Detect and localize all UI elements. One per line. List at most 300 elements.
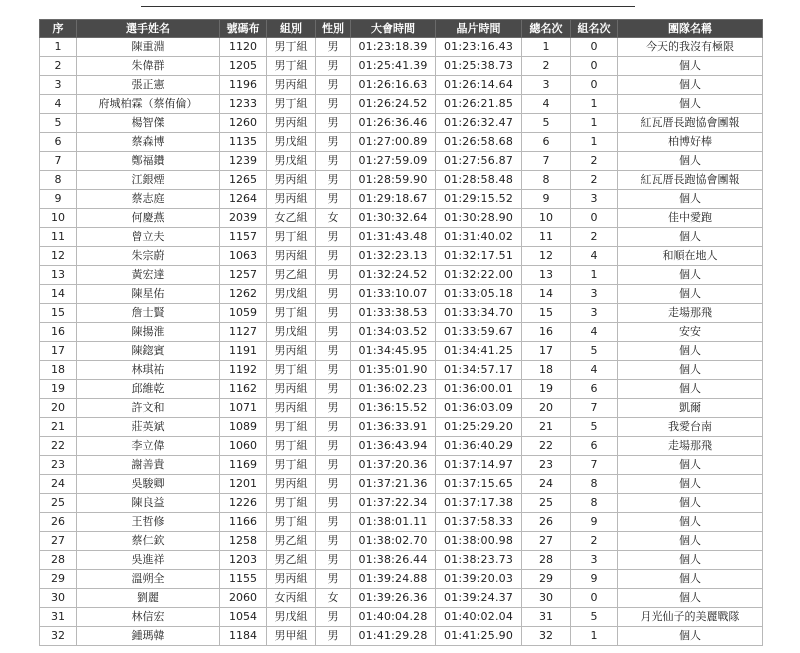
cell-overall-place: 15 (522, 304, 571, 323)
cell-group: 男丁組 (267, 95, 316, 114)
cell-group: 男戊組 (267, 608, 316, 627)
cell-group-place: 3 (571, 285, 618, 304)
table-row (40, 456, 763, 475)
cell-group-place: 2 (571, 228, 618, 247)
cell-rank: 8 (40, 171, 77, 190)
cell-group-place: 3 (571, 551, 618, 570)
results-table (39, 19, 763, 646)
cell-gun-time: 01:31:43.48 (351, 228, 436, 247)
cell-group-place: 9 (571, 570, 618, 589)
cell-bib: 2039 (220, 209, 267, 228)
cell-name: 陳鍃賓 (77, 342, 220, 361)
cell-name: 鄭福鑽 (77, 152, 220, 171)
cell-group-place: 2 (571, 532, 618, 551)
cell-rank: 11 (40, 228, 77, 247)
cell-team: 柏博好棒 (618, 133, 763, 152)
cell-group: 男丙組 (267, 114, 316, 133)
cell-overall-place: 7 (522, 152, 571, 171)
cell-bib: 1226 (220, 494, 267, 513)
cell-gun-time: 01:36:15.52 (351, 399, 436, 418)
cell-chip-time: 01:37:14.97 (436, 456, 522, 475)
cell-overall-place: 17 (522, 342, 571, 361)
cell-team: 個人 (618, 95, 763, 114)
table-row (40, 247, 763, 266)
table-row (40, 418, 763, 437)
table-row (40, 513, 763, 532)
cell-group-place: 0 (571, 209, 618, 228)
table-row (40, 133, 763, 152)
cell-rank: 2 (40, 57, 77, 76)
title-underline (141, 6, 635, 7)
cell-chip-time: 01:25:29.20 (436, 418, 522, 437)
cell-name: 劉麗 (77, 589, 220, 608)
cell-bib: 2060 (220, 589, 267, 608)
col-header-overall-place[interactable]: 總名次 (522, 20, 571, 38)
cell-gun-time: 01:26:24.52 (351, 95, 436, 114)
table-row (40, 95, 763, 114)
cell-bib: 1192 (220, 361, 267, 380)
cell-chip-time: 01:33:59.67 (436, 323, 522, 342)
cell-group-place: 4 (571, 361, 618, 380)
cell-name: 溫朔全 (77, 570, 220, 589)
cell-team: 個人 (618, 361, 763, 380)
cell-name: 陳揚淮 (77, 323, 220, 342)
cell-rank: 25 (40, 494, 77, 513)
cell-chip-time: 01:32:17.51 (436, 247, 522, 266)
cell-team: 個人 (618, 342, 763, 361)
cell-name: 陳重淵 (77, 38, 220, 57)
cell-chip-time: 01:39:20.03 (436, 570, 522, 589)
cell-group: 男丙組 (267, 399, 316, 418)
cell-rank: 23 (40, 456, 77, 475)
cell-group-place: 1 (571, 266, 618, 285)
cell-rank: 13 (40, 266, 77, 285)
cell-gun-time: 01:27:59.09 (351, 152, 436, 171)
cell-name: 蔡仁欽 (77, 532, 220, 551)
table-row (40, 627, 763, 646)
cell-group-place: 1 (571, 114, 618, 133)
table-row (40, 266, 763, 285)
cell-group: 男丁組 (267, 513, 316, 532)
table-row (40, 361, 763, 380)
table-row (40, 532, 763, 551)
cell-gender: 男 (316, 342, 351, 361)
table-row (40, 190, 763, 209)
cell-overall-place: 10 (522, 209, 571, 228)
cell-gender: 男 (316, 456, 351, 475)
cell-rank: 29 (40, 570, 77, 589)
cell-rank: 18 (40, 361, 77, 380)
cell-group-place: 1 (571, 133, 618, 152)
cell-chip-time: 01:28:58.48 (436, 171, 522, 190)
cell-name: 邱維乾 (77, 380, 220, 399)
cell-name: 何慶燕 (77, 209, 220, 228)
cell-rank: 30 (40, 589, 77, 608)
cell-rank: 6 (40, 133, 77, 152)
table-row (40, 475, 763, 494)
table-row (40, 608, 763, 627)
cell-group: 男丁組 (267, 418, 316, 437)
cell-group-place: 0 (571, 76, 618, 95)
cell-group-place: 1 (571, 95, 618, 114)
table-row (40, 570, 763, 589)
cell-group-place: 4 (571, 247, 618, 266)
cell-gun-time: 01:26:16.63 (351, 76, 436, 95)
cell-overall-place: 16 (522, 323, 571, 342)
cell-gender: 女 (316, 209, 351, 228)
cell-chip-time: 01:26:21.85 (436, 95, 522, 114)
cell-bib: 1157 (220, 228, 267, 247)
cell-gun-time: 01:23:18.39 (351, 38, 436, 57)
cell-group: 男丁組 (267, 361, 316, 380)
cell-team: 凱爾 (618, 399, 763, 418)
cell-overall-place: 3 (522, 76, 571, 95)
cell-team: 個人 (618, 589, 763, 608)
cell-chip-time: 01:26:58.68 (436, 133, 522, 152)
cell-name: 陳良益 (77, 494, 220, 513)
cell-name: 朱宗蔚 (77, 247, 220, 266)
table-body (40, 38, 763, 646)
cell-overall-place: 19 (522, 380, 571, 399)
cell-name: 王哲修 (77, 513, 220, 532)
cell-bib: 1054 (220, 608, 267, 627)
cell-overall-place: 12 (522, 247, 571, 266)
table-row (40, 342, 763, 361)
cell-chip-time: 01:39:24.37 (436, 589, 522, 608)
col-header-chip-time[interactable]: 晶片時間 (436, 20, 522, 38)
cell-name: 蔡森博 (77, 133, 220, 152)
cell-group-place: 3 (571, 190, 618, 209)
table-row (40, 380, 763, 399)
cell-chip-time: 01:41:25.90 (436, 627, 522, 646)
cell-group: 男戊組 (267, 152, 316, 171)
cell-rank: 16 (40, 323, 77, 342)
cell-team: 個人 (618, 513, 763, 532)
cell-gender: 男 (316, 532, 351, 551)
cell-team: 今天的我沒有極限 (618, 38, 763, 57)
cell-group: 男丙組 (267, 171, 316, 190)
cell-team: 佳中愛跑 (618, 209, 763, 228)
cell-overall-place: 28 (522, 551, 571, 570)
cell-group: 男甲組 (267, 627, 316, 646)
cell-overall-place: 30 (522, 589, 571, 608)
cell-gender: 男 (316, 399, 351, 418)
cell-team: 走場那飛 (618, 304, 763, 323)
cell-group-place: 0 (571, 589, 618, 608)
col-header-gender[interactable]: 性別 (316, 20, 351, 38)
cell-gun-time: 01:35:01.90 (351, 361, 436, 380)
cell-gun-time: 01:32:23.13 (351, 247, 436, 266)
table-row (40, 209, 763, 228)
cell-chip-time: 01:23:16.43 (436, 38, 522, 57)
cell-name: 林信宏 (77, 608, 220, 627)
cell-overall-place: 6 (522, 133, 571, 152)
cell-group: 男丁組 (267, 494, 316, 513)
cell-chip-time: 01:37:15.65 (436, 475, 522, 494)
cell-overall-place: 25 (522, 494, 571, 513)
cell-rank: 10 (40, 209, 77, 228)
cell-rank: 24 (40, 475, 77, 494)
cell-rank: 27 (40, 532, 77, 551)
cell-name: 許文和 (77, 399, 220, 418)
cell-group: 男丙組 (267, 570, 316, 589)
table-row (40, 304, 763, 323)
cell-bib: 1120 (220, 38, 267, 57)
cell-chip-time: 01:31:40.02 (436, 228, 522, 247)
cell-gun-time: 01:36:43.94 (351, 437, 436, 456)
cell-team: 個人 (618, 285, 763, 304)
cell-group-place: 3 (571, 304, 618, 323)
cell-group-place: 0 (571, 38, 618, 57)
cell-gun-time: 01:37:20.36 (351, 456, 436, 475)
cell-team: 個人 (618, 152, 763, 171)
cell-gender: 男 (316, 247, 351, 266)
cell-gun-time: 01:26:36.46 (351, 114, 436, 133)
cell-group: 男丙組 (267, 247, 316, 266)
cell-bib: 1063 (220, 247, 267, 266)
cell-name: 蔡志庭 (77, 190, 220, 209)
table-row (40, 152, 763, 171)
cell-rank: 32 (40, 627, 77, 646)
cell-gun-time: 01:27:00.89 (351, 133, 436, 152)
cell-rank: 21 (40, 418, 77, 437)
cell-gun-time: 01:33:38.53 (351, 304, 436, 323)
cell-bib: 1184 (220, 627, 267, 646)
cell-name: 鍾瑪韓 (77, 627, 220, 646)
cell-group-place: 6 (571, 437, 618, 456)
cell-group: 男丁組 (267, 38, 316, 57)
cell-group-place: 6 (571, 380, 618, 399)
cell-gender: 女 (316, 589, 351, 608)
cell-gender: 男 (316, 608, 351, 627)
cell-name: 江銀煙 (77, 171, 220, 190)
cell-overall-place: 22 (522, 437, 571, 456)
cell-group-place: 5 (571, 608, 618, 627)
cell-overall-place: 2 (522, 57, 571, 76)
cell-rank: 28 (40, 551, 77, 570)
cell-gun-time: 01:30:32.64 (351, 209, 436, 228)
table-row (40, 589, 763, 608)
cell-chip-time: 01:38:00.98 (436, 532, 522, 551)
cell-gender: 男 (316, 551, 351, 570)
cell-gender: 男 (316, 76, 351, 95)
cell-chip-time: 01:36:40.29 (436, 437, 522, 456)
col-header-bib[interactable]: 號碼布 (220, 20, 267, 38)
cell-team: 個人 (618, 627, 763, 646)
cell-gun-time: 01:25:41.39 (351, 57, 436, 76)
col-header-group[interactable]: 組別 (267, 20, 316, 38)
cell-rank: 26 (40, 513, 77, 532)
cell-gender: 男 (316, 266, 351, 285)
cell-chip-time: 01:36:03.09 (436, 399, 522, 418)
cell-gun-time: 01:41:29.28 (351, 627, 436, 646)
cell-bib: 1162 (220, 380, 267, 399)
cell-name: 黃宏達 (77, 266, 220, 285)
col-header-gun-time[interactable]: 大會時間 (351, 20, 436, 38)
cell-team: 個人 (618, 228, 763, 247)
cell-overall-place: 1 (522, 38, 571, 57)
cell-group: 男乙組 (267, 551, 316, 570)
cell-gender: 男 (316, 38, 351, 57)
cell-rank: 12 (40, 247, 77, 266)
cell-overall-place: 14 (522, 285, 571, 304)
cell-rank: 9 (40, 190, 77, 209)
cell-overall-place: 13 (522, 266, 571, 285)
cell-gun-time: 01:33:10.07 (351, 285, 436, 304)
table-row (40, 114, 763, 133)
table-row (40, 285, 763, 304)
cell-group: 男丁組 (267, 228, 316, 247)
cell-gender: 男 (316, 57, 351, 76)
cell-chip-time: 01:26:32.47 (436, 114, 522, 133)
cell-gun-time: 01:34:45.95 (351, 342, 436, 361)
cell-group-place: 8 (571, 494, 618, 513)
cell-bib: 1203 (220, 551, 267, 570)
cell-chip-time: 01:40:02.04 (436, 608, 522, 627)
table-row (40, 228, 763, 247)
cell-bib: 1205 (220, 57, 267, 76)
cell-chip-time: 01:38:23.73 (436, 551, 522, 570)
cell-group: 男乙組 (267, 532, 316, 551)
cell-gun-time: 01:38:02.70 (351, 532, 436, 551)
cell-group: 男戊組 (267, 133, 316, 152)
cell-gender: 男 (316, 171, 351, 190)
cell-overall-place: 21 (522, 418, 571, 437)
cell-chip-time: 01:29:15.52 (436, 190, 522, 209)
cell-team: 紅瓦厝長跑協會團報 (618, 114, 763, 133)
cell-group: 男丁組 (267, 456, 316, 475)
cell-bib: 1265 (220, 171, 267, 190)
cell-bib: 1155 (220, 570, 267, 589)
cell-group-place: 5 (571, 418, 618, 437)
table-row (40, 38, 763, 57)
cell-group: 男丁組 (267, 437, 316, 456)
cell-overall-place: 11 (522, 228, 571, 247)
table-row (40, 551, 763, 570)
cell-bib: 1257 (220, 266, 267, 285)
table-row (40, 494, 763, 513)
cell-bib: 1059 (220, 304, 267, 323)
cell-gender: 男 (316, 304, 351, 323)
cell-group-place: 2 (571, 152, 618, 171)
cell-gender: 男 (316, 437, 351, 456)
header-row (40, 20, 763, 38)
cell-rank: 14 (40, 285, 77, 304)
cell-name: 府城柏霖（蔡侑倫） (77, 95, 220, 114)
cell-bib: 1191 (220, 342, 267, 361)
cell-overall-place: 27 (522, 532, 571, 551)
cell-gun-time: 01:36:33.91 (351, 418, 436, 437)
cell-overall-place: 9 (522, 190, 571, 209)
cell-gender: 男 (316, 475, 351, 494)
cell-chip-time: 01:26:14.64 (436, 76, 522, 95)
cell-gun-time: 01:36:02.23 (351, 380, 436, 399)
cell-group: 男丙組 (267, 190, 316, 209)
cell-team: 紅瓦厝長跑協會團報 (618, 171, 763, 190)
cell-overall-place: 20 (522, 399, 571, 418)
cell-overall-place: 18 (522, 361, 571, 380)
cell-bib: 1258 (220, 532, 267, 551)
cell-gender: 男 (316, 95, 351, 114)
table-row (40, 76, 763, 95)
cell-gender: 男 (316, 133, 351, 152)
cell-name: 李立偉 (77, 437, 220, 456)
cell-bib: 1264 (220, 190, 267, 209)
cell-bib: 1201 (220, 475, 267, 494)
cell-gun-time: 01:37:21.36 (351, 475, 436, 494)
cell-overall-place: 26 (522, 513, 571, 532)
cell-rank: 31 (40, 608, 77, 627)
col-header-team[interactable]: 團隊名稱 (618, 20, 763, 38)
cell-group-place: 4 (571, 323, 618, 342)
table-row (40, 171, 763, 190)
cell-chip-time: 01:36:00.01 (436, 380, 522, 399)
cell-gender: 男 (316, 190, 351, 209)
cell-group-place: 7 (571, 456, 618, 475)
cell-name: 朱偉群 (77, 57, 220, 76)
cell-group-place: 5 (571, 342, 618, 361)
cell-gender: 男 (316, 152, 351, 171)
cell-overall-place: 29 (522, 570, 571, 589)
cell-chip-time: 01:25:38.73 (436, 57, 522, 76)
cell-gun-time: 01:40:04.28 (351, 608, 436, 627)
cell-bib: 1089 (220, 418, 267, 437)
cell-rank: 20 (40, 399, 77, 418)
cell-gender: 男 (316, 380, 351, 399)
cell-gender: 男 (316, 114, 351, 133)
cell-gun-time: 01:32:24.52 (351, 266, 436, 285)
cell-team: 和順在地人 (618, 247, 763, 266)
cell-group: 男丙組 (267, 76, 316, 95)
cell-chip-time: 01:33:05.18 (436, 285, 522, 304)
cell-team: 個人 (618, 456, 763, 475)
cell-overall-place: 24 (522, 475, 571, 494)
cell-team: 個人 (618, 76, 763, 95)
cell-chip-time: 01:27:56.87 (436, 152, 522, 171)
cell-gender: 男 (316, 285, 351, 304)
cell-group: 男丁組 (267, 57, 316, 76)
cell-group-place: 9 (571, 513, 618, 532)
col-header-rank[interactable]: 序 (40, 20, 77, 38)
cell-chip-time: 01:33:34.70 (436, 304, 522, 323)
cell-group: 男丙組 (267, 380, 316, 399)
cell-rank: 15 (40, 304, 77, 323)
cell-team: 個人 (618, 57, 763, 76)
col-header-name[interactable]: 選手姓名 (77, 20, 220, 38)
cell-group: 女丙組 (267, 589, 316, 608)
col-header-group-place[interactable]: 組名次 (571, 20, 618, 38)
cell-gun-time: 01:38:01.11 (351, 513, 436, 532)
cell-bib: 1260 (220, 114, 267, 133)
cell-bib: 1060 (220, 437, 267, 456)
cell-group: 男戊組 (267, 323, 316, 342)
cell-overall-place: 5 (522, 114, 571, 133)
cell-team: 個人 (618, 380, 763, 399)
cell-overall-place: 4 (522, 95, 571, 114)
cell-team: 走場那飛 (618, 437, 763, 456)
cell-name: 張正憲 (77, 76, 220, 95)
cell-rank: 22 (40, 437, 77, 456)
cell-name: 吳進祥 (77, 551, 220, 570)
cell-gun-time: 01:37:22.34 (351, 494, 436, 513)
cell-group-place: 2 (571, 171, 618, 190)
cell-gender: 男 (316, 418, 351, 437)
cell-name: 陳星佑 (77, 285, 220, 304)
cell-rank: 5 (40, 114, 77, 133)
cell-group-place: 8 (571, 475, 618, 494)
cell-group: 男丁組 (267, 304, 316, 323)
cell-team: 個人 (618, 551, 763, 570)
